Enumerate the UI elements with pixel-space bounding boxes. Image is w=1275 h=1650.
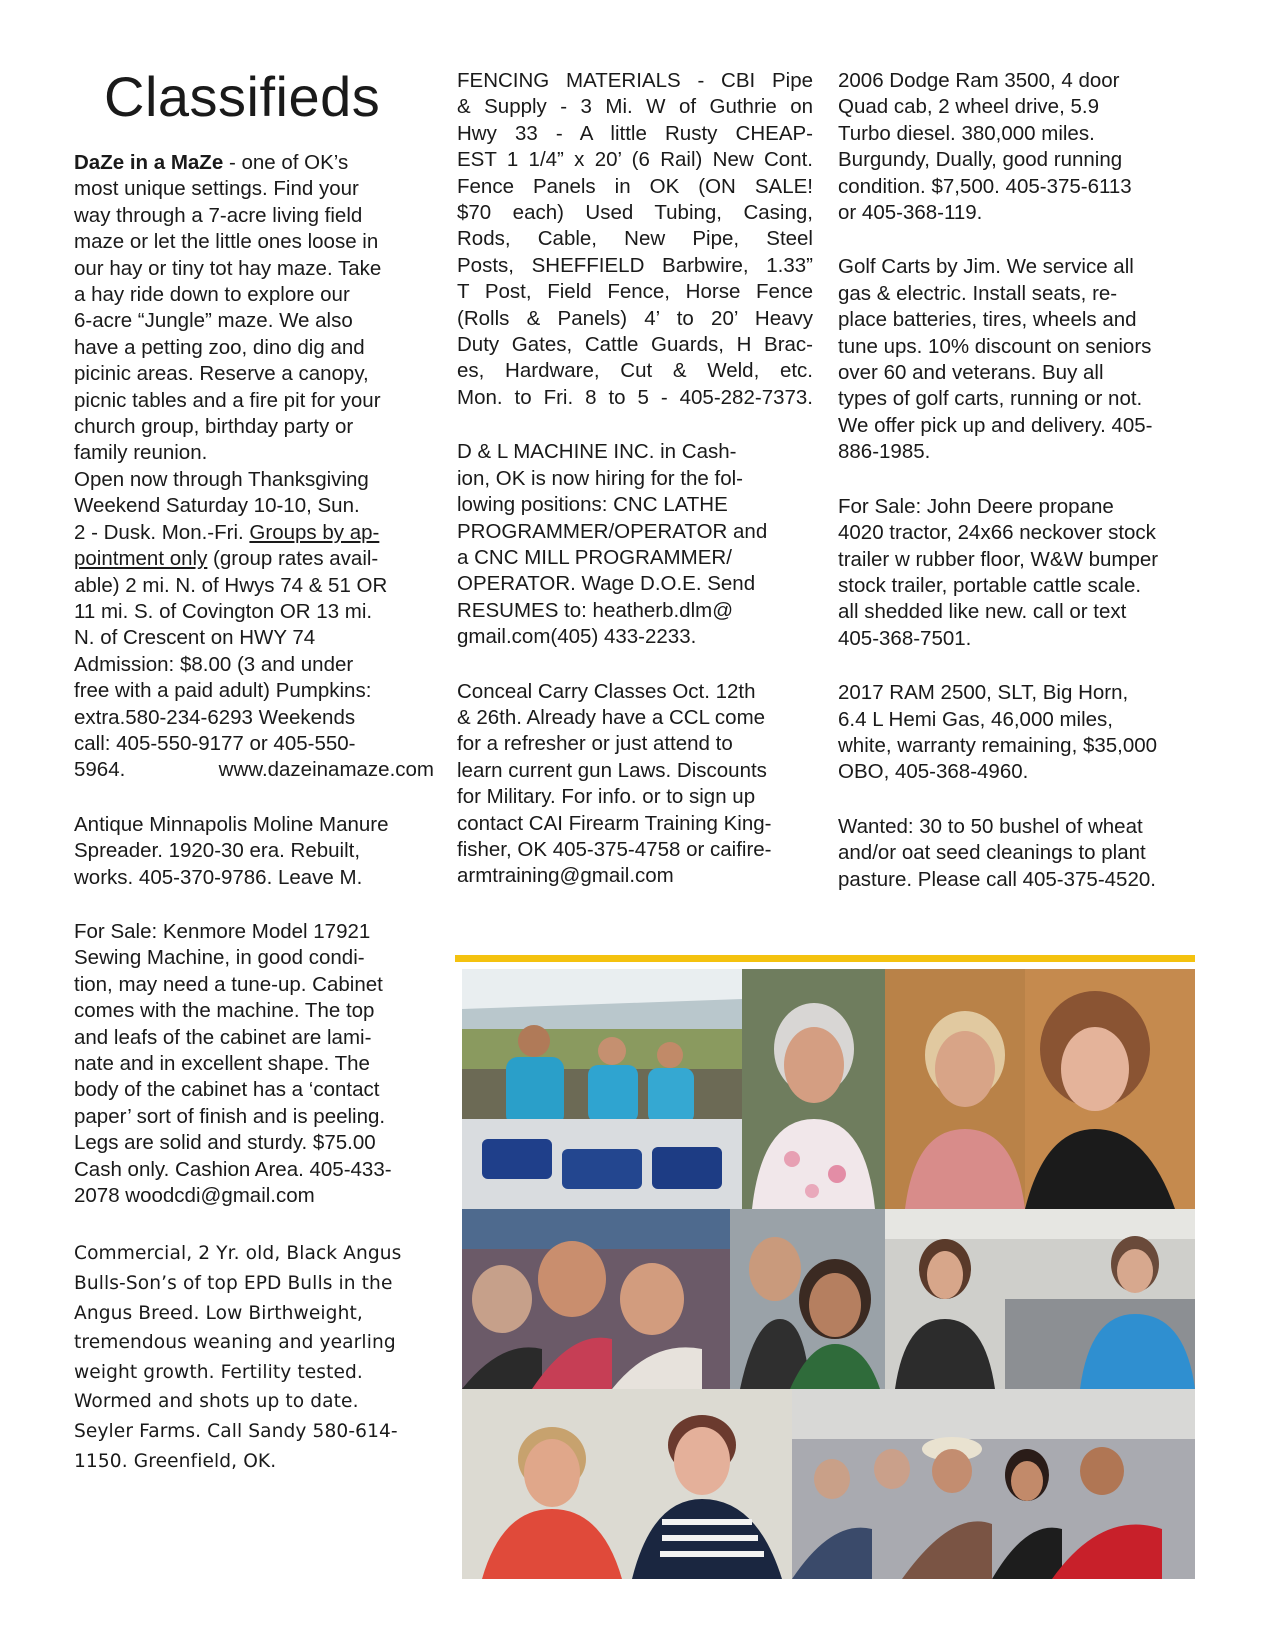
ad-line: weight growth. Fertility tested. [74, 1361, 363, 1383]
ad-line: Seyler Farms. Call Sandy 580-614- [74, 1421, 398, 1442]
ad-line: (group rates avail- [207, 547, 379, 571]
ad-line: tion, may need a tune-up. Cabinet [74, 972, 383, 996]
ad-line: learn current gun Laws. Discounts [457, 758, 767, 782]
column-right [838, 68, 1198, 893]
ad-line: OPERATOR. Wage D.O.E. Send [457, 572, 756, 596]
ad-line: pasture. Please call 405-375-4520. [838, 867, 1156, 891]
accent-divider [455, 955, 1195, 962]
ad-line: 6.4 L Hemi Gas, 46,000 miles, [838, 707, 1113, 731]
ad-line: 5964. [74, 758, 126, 782]
ad-title: DaZe in a MaZe [74, 151, 224, 174]
ad-line: FENCING MATERIALS - CBI Pipe [457, 69, 813, 92]
ad-line: D & L MACHINE INC. in Cash- [457, 440, 737, 464]
ad-line: RESUMES to: heatherb.dlm@ [457, 598, 734, 622]
ad-line: tremendous weaning and yearling [74, 1332, 396, 1354]
ad-line: Duty Gates, Cattle Guards, H Brac- [457, 333, 813, 357]
ad-line: Spreader. 1920-30 era. Rebuilt, [74, 839, 361, 863]
ad-line: fisher, OK 405-375-4758 or caifire- [457, 837, 772, 861]
ad-line: Cash only. Cashion Area. 405-433- [74, 1157, 392, 1181]
ad-line: Sewing Machine, in good condi- [74, 946, 365, 970]
ad-john-deere-tractor [838, 494, 1198, 652]
ad-black-angus-bulls [74, 1239, 434, 1476]
ad-line: and/or oat seed cleanings to plant [838, 841, 1146, 865]
photo-booth-team [462, 969, 742, 1209]
ad-line: white, warranty remaining, $35,000 [838, 733, 1158, 757]
photo-couple-smiling [730, 1209, 885, 1389]
ad-line: For Sale: John Deere propane [838, 494, 1114, 518]
ad-wanted-seed [838, 814, 1198, 893]
ad-line: Bulls-Son’s of top EPD Bulls in the [74, 1273, 393, 1295]
ad-line: EST 1 1/4” x 20’ (6 Rail) New Cont. [457, 148, 813, 172]
ad-line: body of the cabinet has a ‘contact [74, 1078, 380, 1102]
ad-fencing-materials [457, 68, 813, 411]
ad-line: $70 each) Used Tubing, Casing, [457, 201, 813, 225]
appointment-note: pointment only [74, 547, 208, 571]
ad-line: condition. $7,500. 405-375-6113 [838, 174, 1132, 198]
ad-line: way through a 7-acre living field [74, 203, 363, 227]
ad-line: T Post, Field Fence, Horse Fence [457, 280, 813, 304]
ad-line: Commercial, 2 Yr. old, Black Angus [74, 1243, 402, 1265]
ad-line: 2 - Dusk. Mon.-Fri. [74, 520, 250, 544]
ad-kenmore-sewing-machine [74, 919, 434, 1209]
appointment-note: Groups by ap- [249, 520, 380, 544]
photo-two-women-talking [462, 1389, 792, 1579]
ad-line: Conceal Carry Classes Oct. 12th [457, 679, 756, 703]
ad-line: Hwy 33 - A little Rusty CHEAP- [457, 121, 813, 145]
ad-line: place batteries, tires, wheels and [838, 308, 1137, 332]
ad-line: 2078 woodcdi@gmail.com [74, 1184, 315, 1208]
ad-line: free with a paid adult) Pumpkins: [74, 679, 372, 703]
ad-line: over 60 and veterans. Buy all [838, 361, 1104, 385]
ad-line: picinic areas. Reserve a canopy, [74, 362, 369, 386]
ad-line: a hay ride down to explore our [74, 283, 350, 307]
ad-line: our hay or tiny tot hay maze. Take [74, 256, 382, 280]
ad-line: church group, birthday party or [74, 415, 354, 439]
ad-line: contact CAI Firearm Training King- [457, 811, 772, 835]
ad-line: Rods, Cable, New Pipe, Steel [457, 227, 813, 251]
ad-line: all shedded like new. call or text [838, 600, 1127, 624]
ad-line: types of golf carts, running or not. [838, 387, 1143, 411]
ad-line: family reunion. [74, 441, 208, 465]
ad-line: 4020 tractor, 24x66 neckover stock [838, 521, 1156, 545]
ad-line: Antique Minnapolis Moline Manure [74, 812, 389, 836]
ad-line: & Supply - 3 Mi. W of Guthrie on [457, 95, 813, 119]
ad-line: 1150. Greenfield, OK. [74, 1450, 277, 1472]
ad-line: Open now through Thanksgiving [74, 467, 369, 491]
ad-line: OBO, 405-368-4960. [838, 760, 1029, 784]
ad-line: es, Hardware, Cut & Weld, etc. [457, 359, 813, 383]
ad-line: 11 mi. S. of Covington OR 13 mi. [74, 599, 373, 623]
ad-line: Fence Panels in OK (ON SALE! [457, 174, 813, 198]
ad-line: 405-368-7501. [838, 626, 972, 650]
ad-line: works. 405-370-9786. Leave M. [74, 865, 363, 889]
ad-line: Legs are solid and sturdy. $75.00 [74, 1131, 376, 1155]
ad-ram-2500 [838, 680, 1198, 786]
ad-line: For Sale: Kenmore Model 17921 [74, 919, 371, 943]
ad-line: able) 2 mi. N. of Hwys 74 & 51 OR [74, 573, 388, 597]
ad-golf-carts [838, 254, 1198, 465]
photo-hall-event [885, 1209, 1195, 1389]
ad-line: stock trailer, portable cattle scale. [838, 573, 1142, 597]
ad-line: 2006 Dodge Ram 3500, 4 door [838, 69, 1120, 92]
ad-line: 6-acre “Jungle” maze. We also [74, 309, 353, 333]
ad-line: Golf Carts by Jim. We service all [838, 255, 1134, 279]
ad-line: a CNC MILL PROGRAMMER/ [457, 545, 732, 569]
ad-daze-in-a-maze [74, 150, 434, 784]
ad-line: Turbo diesel. 380,000 miles. [838, 121, 1095, 145]
ad-line: or 405-368-119. [838, 201, 983, 225]
ad-line: armtraining@gmail.com [457, 864, 674, 888]
ad-line: gas & electric. Install seats, re- [838, 281, 1118, 305]
ad-line: Angus Breed. Low Birthweight, [74, 1302, 363, 1324]
photo-woman-smiling [742, 969, 885, 1209]
ad-line: call: 405-550-9177 or 405-550- [74, 731, 356, 755]
ad-line: N. of Crescent on HWY 74 [74, 626, 316, 650]
ad-line: Quad cab, 2 wheel drive, 5.9 [838, 95, 1099, 119]
ad-line: Burgundy, Dually, good running [838, 148, 1123, 172]
ad-line: gmail.com(405) 433-2233. [457, 625, 697, 649]
ad-line: - one of OK’s [223, 151, 349, 174]
ad-line: maze or let the little ones loose in [74, 230, 379, 254]
ad-line: ion, OK is now hiring for the fol- [457, 466, 743, 490]
ad-line: Mon. to Fri. 8 to 5 - 405-282-7373. [457, 385, 813, 409]
column-middle [457, 68, 813, 890]
ad-line: comes with the machine. The top [74, 999, 375, 1023]
ad-dodge-ram-3500 [838, 68, 1198, 226]
ad-conceal-carry [457, 679, 813, 890]
ad-line: tune ups. 10% discount on seniors [838, 334, 1152, 358]
website-link[interactable]: www.dazeinamaze.com [218, 758, 434, 782]
ad-line: Wormed and shots up to date. [74, 1391, 359, 1413]
ad-line: most unique settings. Find your [74, 177, 359, 201]
ad-line: Weekend Saturday 10-10, Sun. [74, 494, 360, 518]
ad-line: picnic tables and a fire pit for your [74, 388, 381, 412]
ad-line: Wanted: 30 to 50 bushel of wheat [838, 814, 1143, 838]
photo-seated-crowd [792, 1389, 1195, 1579]
photo-two-women [885, 969, 1195, 1209]
ad-line: (Rolls & Panels) 4’ to 20’ Heavy [457, 306, 813, 330]
ad-line: trailer w rubber floor, W&W bumper [838, 547, 1159, 571]
ad-line: paper’ sort of finish and is peeling. [74, 1104, 386, 1128]
ad-line: Posts, SHEFFIELD Barbwire, 1.33” [457, 253, 813, 277]
ad-line: Admission: $8.00 (3 and under [74, 652, 354, 676]
ad-line: lowing positions: CNC LATHE [457, 493, 728, 517]
ad-moline-spreader [74, 812, 434, 891]
ad-line: and leafs of the cabinet are lami- [74, 1025, 372, 1049]
photo-crowd-audience [462, 1209, 730, 1389]
ad-line: have a petting zoo, dino dig and [74, 335, 365, 359]
column-left [74, 150, 434, 1476]
ad-line: PROGRAMMER/OPERATOR and [457, 519, 768, 543]
ad-line: & 26th. Already have a CCL come [457, 705, 766, 729]
ad-dl-machine [457, 439, 813, 650]
ad-line: extra.580-234-6293 Weekends [74, 705, 356, 729]
ad-line: We offer pick up and delivery. 405- [838, 413, 1153, 437]
ad-line: for a refresher or just attend to [457, 732, 733, 756]
ad-line: for Military. For info. or to sign up [457, 785, 756, 809]
ad-line: 2017 RAM 2500, SLT, Big Horn, [838, 681, 1129, 705]
ad-line: nate and in excellent shape. The [74, 1052, 370, 1075]
ad-line: 886-1985. [838, 440, 931, 464]
page-title: Classifieds [104, 65, 381, 128]
